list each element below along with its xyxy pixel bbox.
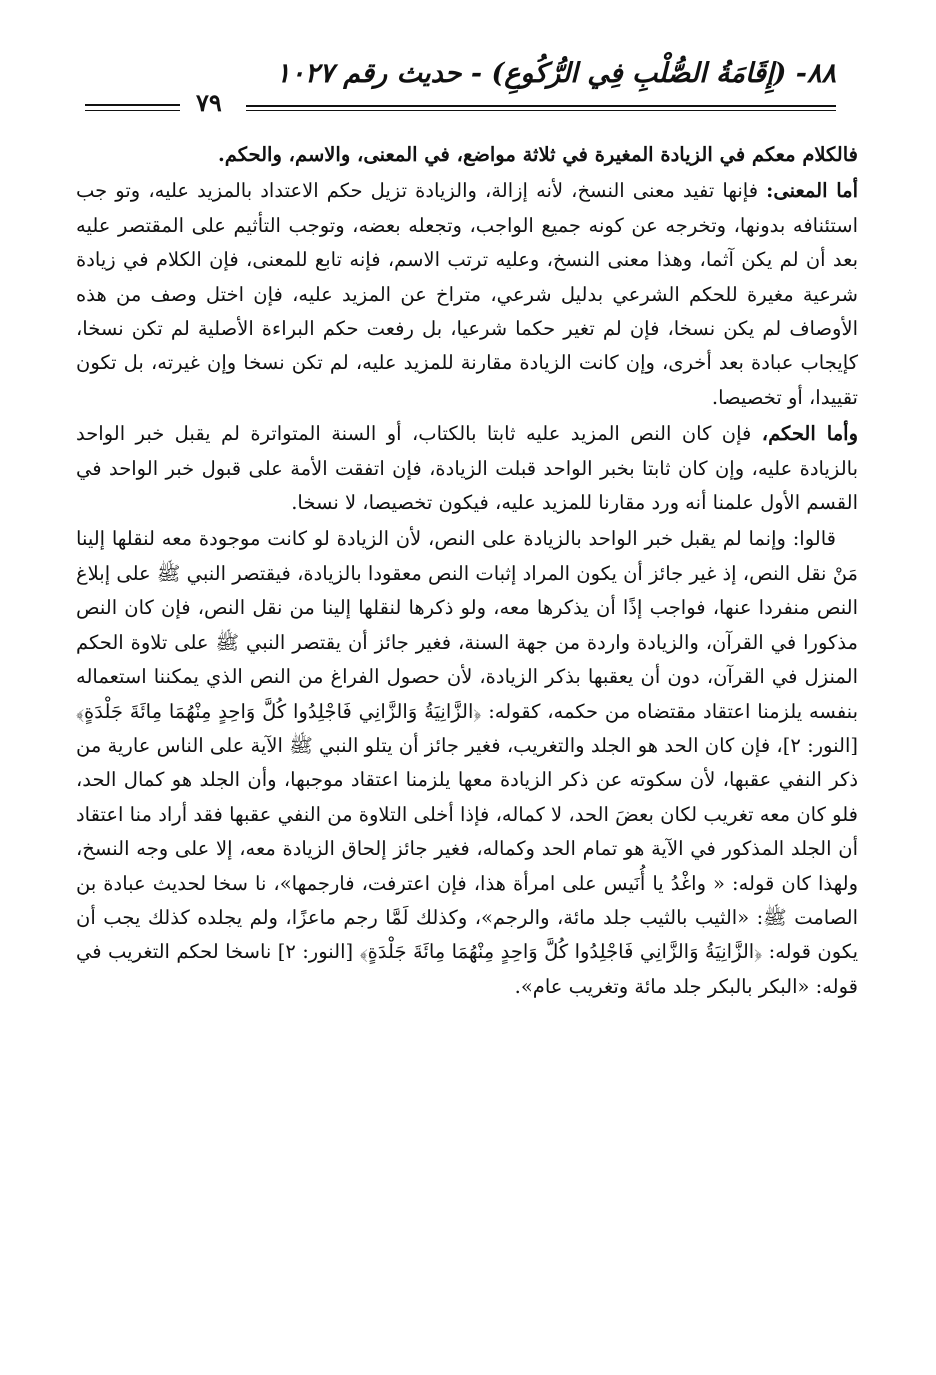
paragraph-intro-text: فالكلام معكم في الزيادة المغيرة في ثلاثة مواضع، في المعنى، والاسم، والحكم. — [217, 143, 858, 166]
main-text — [76, 138, 858, 1004]
paragraph-argument-text: قالوا: وإنما لم يقبل خبر الواحد بالزيادة على النص، لأن الزيادة لو كانت موجودة معه لنقلها إلينا مَنْ نقل النص، إذ غير جائز أن يكون المراد إثبات النص معقودا بالزيادة، فيقتصر النبي ﷺ على إبلاغ النص منفردا عنها، فواجب إذًا أن يذكرها معه، ولو ذكرها لنقلها إلينا من نقل النص، فإن كان النص مذكورا في القرآن، والزيادة واردة من جهة السنة، فغير جائز أن يقتصر النبي ﷺ على تلاوة الحكم المنزل في القرآن، دون أن يعقبها بذكر الزيادة، لأن حصول الفراغ من النص الذي يمكننا استعماله بنفسه يلزمنا اعتقاد مقتضاه من حكمه، كقوله: ﴿الزَّانِيَةُ وَالزَّانِي فَاجْلِدُوا كُلَّ وَاحِدٍ مِنْهُمَا مِائَةَ جَلْدَةٍ﴾ [النور: ٢]، فإن كان الحد هو الجلد والتغريب، فغير جائز أن يتلو النبي ﷺ الآية على الناس عارية من ذكر النفي عقبها، لأن سكوته عن ذكر الزيادة معها يلزمنا اعتقاد موجبها، وأن الجلد هو كمال الحد، فلو كان معه تغريب لكان بعضَ الحد، لا كماله، فإذا أخلى التلاوة من النفي عقبها فقد أراد منا اعتقاد أن الجلد المذكور في الآية هو تمام الحد وكماله، فغير جائز إلحاق الزيادة معه، إلا على وجه النسخ، ولهذا كان قوله: « واغْدُ يا أُنَيس على امرأة هذا، فإن اعترفت، فارجمها»، نا سخا لحديث عبادة بن الصامت ﷺ: «الثيب بالثيب جلد مائة، والرجم»، وكذلك لَمَّا رجم ماعزًا، ولم يجلده كذلك يجب أن يكون قوله: ﴿الزَّانِيَةُ وَالزَّانِي فَاجْلِدُوا كُلَّ وَاحِدٍ مِنْهُمَا مِائَةَ جَلْدَةٍ﴾ [النور: ٢] ناسخا لحكم التغريب في قوله: «البكر بالبكر جلد مائة وتغريب عام». — [76, 527, 858, 998]
paragraph-argument — [76, 522, 858, 1004]
paragraph-meaning-heading: أما المعنى: — [766, 179, 858, 203]
paragraph-ruling-heading: وأما الحكم، — [761, 422, 858, 446]
paragraph-meaning-text: فإنها تفيد معنى النسخ، لأنه إزالة، والزيادة تزيل حكم الاعتداد بالمزيد عليه، وتو جب استئنافه بدونها، وتخرجه عن كونه جميع الواجب، وتجعله بعضه، وتوجب التأثيم على المقتصر عليه بعد أن لم يكن آثما، وهذا معنى النسخ، وعليه ترتب الاسم، فإنه تابع للمعنى، فإن الكلام في زيادة شرعية مغيرة للحكم الشرعي بدليل شرعي، متراخ عن المزيد عليه، فإن اختل وصف من هذه الأوصاف لم يكن نسخا، فإن لم تغير حكما شرعيا، بل رفعت حكم البراءة الأصلية لم تكن نسخا، كإيجاب عبادة بعد أخرى، وإن كانت الزيادة مقارنة للمزيد عليه، لم تكن نسخا وإن غيرته، بل تكون تقييدا، أو تخصيصا. — [76, 179, 858, 409]
paragraph-meaning — [76, 174, 858, 415]
header-title: ٨٨- (إِقَامَةُ الصُّلْبِ فِي الرُّكُوعِ) - حديث رقم ١٠٢٧ — [275, 58, 836, 89]
paragraph-ruling-text: فإن كان النص المزيد عليه ثابتا بالكتاب، أو السنة المتواترة لم يقبل خبر الواحد بالزيادة عليه، وإن كان ثابتا بخبر الواحد قبلت الزيادة، فإن اتفقت الأمة على قبول خبر الواحد في القسم الأول علمنا أنه ورد مقارنا للمزيد عليه، فيكون تخصيصا، لا نسخا. — [76, 422, 858, 515]
page-number-rule-thin — [85, 110, 180, 111]
header-rule-thin — [246, 110, 836, 111]
page-number-rule — [85, 104, 180, 106]
paragraph-intro — [76, 138, 858, 172]
paragraph-ruling — [76, 417, 858, 520]
page-number: ٧٩ — [196, 88, 222, 117]
running-header — [76, 58, 836, 117]
header-rule — [246, 105, 836, 107]
